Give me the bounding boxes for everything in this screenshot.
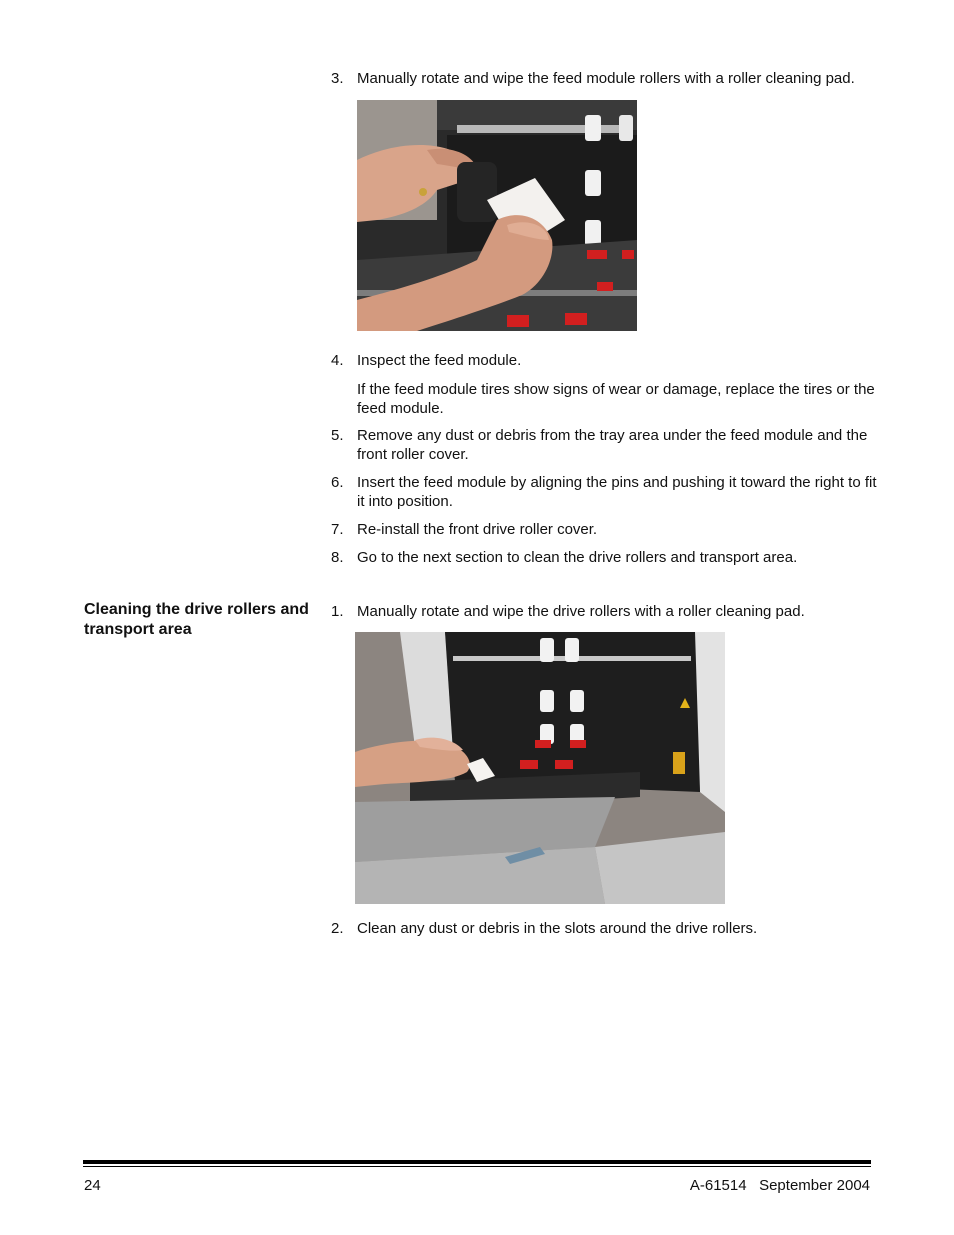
step-text: Go to the next section to clean the drive rollers and transport area. xyxy=(357,549,798,566)
document-info: A-61514 September 2004 xyxy=(689,1177,870,1194)
step-text: Remove any dust or debris from the tray area under the feed module and the front roller cover. xyxy=(357,427,868,463)
step-text: Insert the feed module by aligning the pins and pushing it toward the right to fit it into position. xyxy=(357,474,877,510)
page-number: 24 xyxy=(84,1177,101,1194)
drive-rollers-cleaning-photo xyxy=(355,632,725,904)
step-number: 1. xyxy=(331,603,344,620)
step-number: 4. xyxy=(331,352,344,369)
step-number: 3. xyxy=(331,70,344,87)
step-text: Manually rotate and wipe the drive rollers with a roller cleaning pad. xyxy=(357,603,805,620)
step-number: 2. xyxy=(331,920,344,937)
step-text: Manually rotate and wipe the feed module rollers with a roller cleaning pad. xyxy=(357,70,855,87)
step-text: Clean any dust or debris in the slots around the drive rollers. xyxy=(357,920,758,937)
step-text: Re-install the front drive roller cover. xyxy=(357,521,598,538)
step-number: 8. xyxy=(331,549,344,566)
feed-module-cleaning-photo xyxy=(357,100,637,331)
step-number: 7. xyxy=(331,521,344,538)
step-4-note: If the feed module tires show signs of wear or damage, replace the tires or the feed module. xyxy=(357,381,875,417)
footer-rule-thin xyxy=(83,1166,871,1167)
step-number: 6. xyxy=(331,474,344,491)
section-heading: Cleaning the drive rollers and transport area xyxy=(84,601,309,638)
step-number: 5. xyxy=(331,427,344,444)
step-text: Inspect the feed module. xyxy=(357,352,522,369)
footer-rule-thick xyxy=(83,1160,871,1164)
